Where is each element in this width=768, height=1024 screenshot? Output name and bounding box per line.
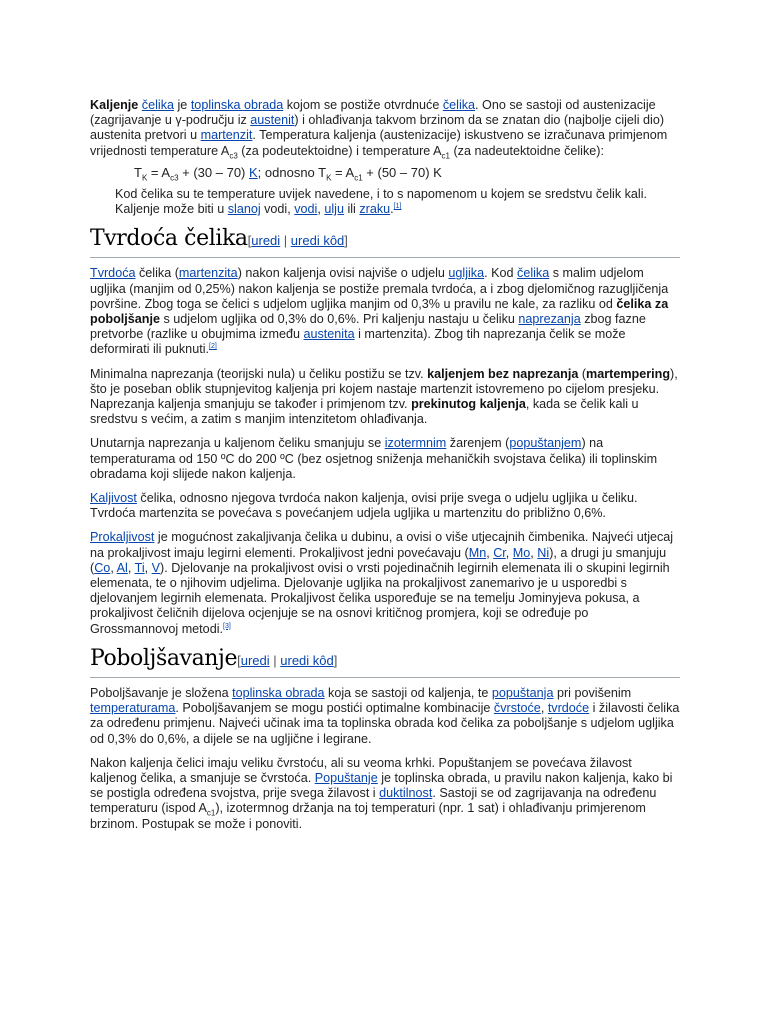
text-run: ) i ohlađivanja takvom brzinom da se znatan dio (najbolje cijeli dio) austenita pretvori u	[90, 113, 665, 143]
wiki-link[interactable]: ugljika	[448, 266, 485, 281]
wiki-link[interactable]: čvrstoće	[493, 701, 541, 716]
wiki-link[interactable]: Ni	[537, 545, 550, 560]
body-paragraph	[90, 686, 680, 747]
text-run: zbog fazne pretvorbe (razlike u obujmima između	[90, 312, 646, 342]
reference-link[interactable]: [1]	[393, 203, 402, 211]
text-run: (za podeutektoidne) i temperature A	[237, 143, 442, 158]
text-run: = A	[147, 164, 171, 180]
text-run: ; odnosno T	[257, 164, 327, 180]
subscript: c3	[229, 151, 238, 161]
edit-section-link[interactable]: uredi	[240, 652, 270, 668]
text-run: Poboljšavanje je složena	[90, 685, 233, 700]
section-heading-poboljsavanje	[90, 646, 680, 678]
section-title: Poboljšavanje	[90, 645, 238, 671]
text-run: s malim udjelom ugljika (manjim od 0,25%) nakon kaljenja se postiže premala tvrdoća, a i zbog djelomičnog razugljičenja površine. Zbog toga se čelici s udjelom ugljika manjim od 0,3% u pravilu ne kale, za razliku od	[90, 266, 669, 311]
text-run: koja se sastoji od kaljenja, te	[324, 685, 492, 700]
text-run: čelika (	[135, 266, 179, 281]
wiki-link[interactable]: popuštanja	[491, 685, 554, 700]
wiki-link[interactable]: Tvrdoća	[90, 266, 136, 281]
text-run: ili	[343, 202, 360, 217]
reference-link[interactable]: [3]	[223, 622, 231, 630]
text-run: ,	[317, 202, 325, 217]
text-run: (	[578, 366, 587, 381]
text-run: ) na temperaturama od 150 ºC do 200 ºC (bez osjetnog sniženja mehaničkih svojstava čelika) ili toplinskim obradama koji slijede nakon kaljenja.	[90, 436, 658, 481]
wiki-link[interactable]: Mo	[512, 545, 531, 560]
section-title: Tvrdoća čelika	[90, 226, 248, 252]
text-run: ,	[144, 560, 152, 575]
text-run: je	[174, 98, 191, 112]
text-run: s udjelom ugljika od 0,3% do 0,6%. Pri kaljenju nastaju u čeliku	[159, 312, 519, 327]
text-run: čelika, odnosno njegova tvrdoća nakon kaljenja, ovisi prije svega o udjelu ugljika u čeliku. Tvrdoća martenzita se povećava s povećanjem udjela ugljika u martenzitu do približno 0,6%.	[90, 491, 638, 521]
wiki-link[interactable]: toplinska obrada	[232, 685, 325, 700]
text-run: ). Djelovanje na prokaljivost ovisi o vrsti pojedinačnih legirnih elemenata ili o skupini legirnih elemenata, te o njihovim udjelima. Djelovanje ugljika na prokaljivost zanemarivo je u usporedbi s djelovanjem legirnih elemenata. Prokaljivost čelika uspoređuje se na temelju Jominyjeva pokusa, a prokaljivost čeličnih dijelova ocjenjuje se na osnovi kritičnog promjera, koji se određuje po Grossmannovoj metodi.	[90, 560, 670, 636]
wiki-link[interactable]: vodi	[294, 202, 318, 217]
body-paragraph	[90, 491, 680, 521]
text-run: ), što je poseban oblik stupnjevitog kaljenja pri kojem nastaje martenzit istovremeno po cijelom presjeku. Naprezanja kaljenja smanjuju se također i primjenom tzv.	[90, 366, 678, 412]
intro-note-paragraph	[115, 187, 680, 217]
wiki-link[interactable]: K	[249, 164, 258, 180]
text-run: je mogućnost zakaljivanja čelika u dubinu, a ovisi o više utjecajnih čimbenika. Najveći utjecaj na prokaljivost imaju legirni elementi. Prokaljivost jedni povećavaju (	[90, 530, 674, 560]
intro-paragraph	[90, 98, 680, 159]
text-run: ,	[127, 560, 135, 575]
text-run: i žilavosti čelika za određenu primjenu. Najveći učinak ima ta toplinska obrada kod čelika za poboljšanje s udjelom ugljika od 0,3% do 0,6%, a dijele se na ugljične i legirane.	[90, 701, 680, 746]
wiki-link[interactable]: Cr	[493, 545, 506, 560]
text-run: . Poboljšavanjem se mogu postići optimalne kombinacije	[175, 701, 494, 716]
body-paragraph	[90, 436, 680, 482]
wiki-link[interactable]: Prokaljivost	[90, 530, 155, 545]
wiki-link[interactable]: V	[151, 560, 161, 575]
subscript: c1	[441, 151, 450, 161]
text-run: ,	[110, 560, 117, 575]
text-run: ,	[530, 545, 538, 560]
text-run: ) nakon kaljenja ovisi najviše o udjelu	[237, 266, 449, 281]
wiki-link[interactable]: slanoj	[227, 202, 261, 217]
text-run: vodi,	[260, 202, 295, 217]
text-run: Minimalna naprezanja (teorijski nula) u čeliku postižu se tzv.	[90, 366, 428, 381]
wiki-link[interactable]: Al	[116, 560, 128, 575]
bold-term: kaljenjem bez naprezanja	[427, 366, 579, 381]
hardening-temperature-formula	[134, 164, 680, 183]
wiki-link[interactable]: Ti	[134, 560, 145, 575]
wiki-link[interactable]: čelika	[442, 98, 476, 112]
wiki-link[interactable]: popuštanjem	[509, 436, 582, 451]
edit-source-link[interactable]: uredi kôd	[280, 652, 334, 668]
wiki-link[interactable]: tvrdoće	[547, 701, 590, 716]
article-content	[90, 98, 680, 841]
wiki-link[interactable]: ulju	[324, 202, 344, 217]
text-run: . Ono se sastoji od austenizacije (zagrijavanje u γ-području iz	[90, 98, 656, 128]
wiki-link[interactable]: austenit	[250, 113, 295, 128]
text-run: kojom se postiže otvrdnuće	[283, 98, 443, 112]
subscript: c1	[354, 173, 363, 183]
body-paragraph	[90, 756, 680, 832]
text-run: . Kod	[484, 266, 518, 281]
text-run: ), izotermnog držanja na toj temperaturi (npr. 1 sat) i ohlađivanju primjerenom brzinom. Postupak se može i ponoviti.	[90, 801, 646, 831]
subscript: c3	[170, 173, 179, 183]
wiki-link[interactable]: temperaturama	[90, 701, 176, 716]
wiki-link[interactable]: duktilnost	[379, 786, 433, 801]
wiki-link[interactable]: čelika	[141, 98, 174, 112]
body-paragraph	[90, 367, 680, 428]
wiki-link[interactable]: naprezanja	[518, 312, 581, 327]
wiki-link[interactable]: izotermnim	[384, 436, 447, 451]
subscript: K	[141, 173, 148, 183]
subscript: c1	[206, 808, 216, 818]
text-run: Unutarnja naprezanja u kaljenom čeliku smanjuju se	[90, 436, 385, 451]
text-run: ), a drugi ju smanjuju (	[90, 545, 667, 575]
text-run: žarenjem (	[446, 436, 510, 451]
edit-source-link[interactable]: uredi kôd	[290, 233, 345, 249]
edit-section-links: [uredi | uredi kôd]	[237, 652, 338, 668]
wiki-link[interactable]: Mn	[468, 545, 487, 560]
reference-link[interactable]: [2]	[209, 343, 217, 351]
bold-term: Kaljenje	[90, 98, 139, 112]
body-paragraph	[90, 266, 680, 357]
text-run: . Sastoji se od zagrijavanja na određenu temperaturu (ispod A	[90, 786, 657, 816]
text-run: i martenzita). Zbog tih naprezanja čelik se može deformirati ili puknuti.	[90, 327, 626, 357]
bold-term: martempering	[586, 366, 671, 381]
text-run: Nakon kaljenja čelici imaju veliku čvrstoću, ali su veoma krhki. Popuštanjem se povećava žilavost kaljenog čelika, a smanjuje se čvrstoća.	[90, 755, 632, 785]
wiki-link[interactable]: toplinska obrada	[190, 98, 284, 112]
text-run: je toplinska obrada, u pravilu nakon kaljenja, kako bi se postigla određena svojstva, prije svega žilavost i	[90, 770, 673, 801]
wiki-link[interactable]: čelika	[517, 266, 550, 281]
text-run: pri povišenim	[553, 685, 632, 700]
text-run: ,	[505, 545, 513, 560]
wiki-link[interactable]: martenzita	[178, 266, 238, 281]
edit-section-links: [uredi | uredi kôd]	[247, 233, 348, 249]
wiki-link[interactable]: Popuštanje	[314, 770, 378, 785]
wiki-link[interactable]: Kaljivost	[90, 491, 137, 506]
wiki-link[interactable]: Co	[94, 560, 111, 575]
text-run: Kod čelika su te temperature uvijek navedene, i to s napomenom u kojem se sredstvu čelik kali. Kaljenje može biti u	[115, 187, 648, 217]
subscript: K	[326, 173, 332, 183]
wiki-link[interactable]: martenzit	[200, 128, 253, 143]
text-run: .	[390, 202, 394, 217]
body-paragraph	[90, 530, 680, 636]
text-run: . Temperatura kaljenja (austenizacije) iskustveno se izračunava primjenom vrijednosti temperature A	[90, 128, 668, 158]
bold-term: čelika za poboljšanje	[90, 296, 669, 327]
text-run: ,	[486, 545, 494, 560]
text-run: (za nadeutektoidne čelike):	[449, 143, 604, 158]
text-run: T	[134, 164, 142, 180]
text-run: + (50 – 70) K	[362, 164, 442, 180]
text-run: + (30 – 70)	[178, 164, 249, 180]
bold-term: prekinutog kaljenja	[411, 397, 526, 412]
section-heading-tvrdoca	[90, 226, 680, 258]
wiki-link[interactable]: austenita	[303, 327, 355, 342]
text-run: ,	[540, 701, 548, 716]
text-run: , kada se čelik kali u sredstvu s većim, a zatim s manjim intenzitetom ohlađivanja.	[90, 397, 639, 427]
edit-section-link[interactable]: uredi	[251, 233, 281, 249]
text-run: = A	[331, 164, 355, 180]
wiki-link[interactable]: zraku	[359, 202, 391, 217]
